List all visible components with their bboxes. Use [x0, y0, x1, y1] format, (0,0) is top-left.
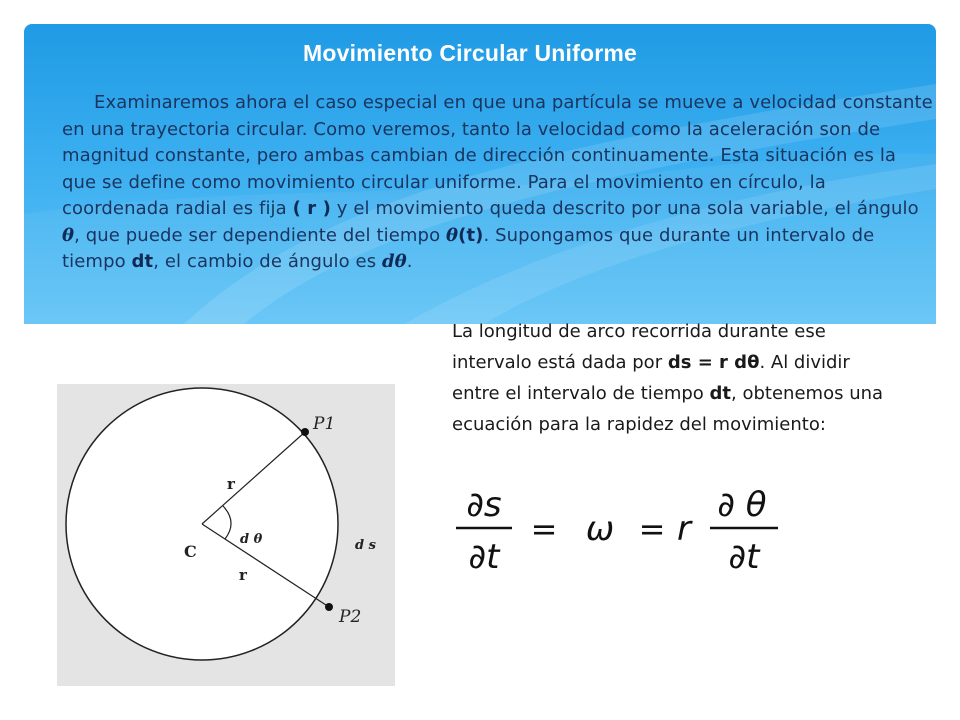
equation-numerator-dtheta: ∂ θ: [717, 485, 767, 525]
circle-diagram-svg: [57, 384, 395, 686]
intro-text-6: .: [406, 251, 413, 272]
radius-label-top: r: [227, 475, 235, 493]
dt-term-right: dt: [709, 383, 732, 404]
intro-text-3: , que puede ser dependiente del tiempo: [74, 224, 447, 246]
arc-label: d s: [355, 538, 376, 553]
point-p1: [301, 428, 309, 436]
right-text-3: , obtenemos una ecuación para la rapidez del movimiento:: [452, 383, 884, 435]
intro-text-1: Examinaremos ahora el caso especial en que una partícula se mueve a velocidad constante en una trayectoria circular. Como veremos, tanto la velocidad como la aceleración son de magnitud constante, pero ambas cambian de dirección continuamente. Esta situación es la que se define como movimiento circular uniforme. Para el movimiento en círculo, la coordenada radial es fija: [62, 92, 933, 219]
theta-time-symbol: θ: [446, 224, 459, 246]
equals-sign-1: =: [530, 510, 558, 548]
intro-text-2: y el movimiento queda descrito por una sola variable, el ángulo: [330, 198, 919, 219]
equation-denominator-dt-1: ∂t: [468, 537, 500, 577]
dt-term: dt: [131, 251, 154, 272]
intro-text-5: , el cambio de ángulo es: [153, 251, 382, 272]
right-text-2: . Al dividir entre el intervalo de tiempo: [452, 352, 850, 404]
omega-symbol: ω: [585, 509, 615, 549]
speed-equation-svg: [452, 478, 792, 588]
p1-label: P1: [313, 414, 336, 434]
p2-label: P2: [339, 607, 362, 627]
intro-paragraph: [62, 90, 934, 276]
right-text-1: La longitud de arco recorrida durante ese intervalo está dada por: [452, 321, 826, 373]
time-term: (t): [458, 224, 484, 246]
angle-label: d θ: [240, 532, 263, 547]
circle-diagram: [57, 384, 395, 686]
point-p2: [325, 603, 333, 611]
dtheta-term: dθ: [382, 251, 407, 272]
equation-numerator-ds: ∂s: [466, 485, 502, 525]
center-label: C: [184, 542, 197, 561]
radius-label-bottom: r: [239, 566, 247, 584]
equation-denominator-dt-2: ∂t: [728, 537, 760, 577]
arc-length-formula: ds = r dθ: [667, 352, 760, 373]
intro-text-4: . Supongamos que durante un intervalo de tiempo: [62, 224, 875, 272]
slide-title: Movimiento Circular Uniforme: [302, 40, 638, 66]
arc-length-paragraph: [452, 316, 892, 440]
theta-symbol: θ: [62, 224, 75, 246]
speed-equation: [452, 478, 792, 592]
equals-sign-2: =: [638, 510, 666, 548]
radius-symbol: r: [677, 509, 691, 549]
radial-coordinate-term: ( r ): [292, 198, 331, 219]
